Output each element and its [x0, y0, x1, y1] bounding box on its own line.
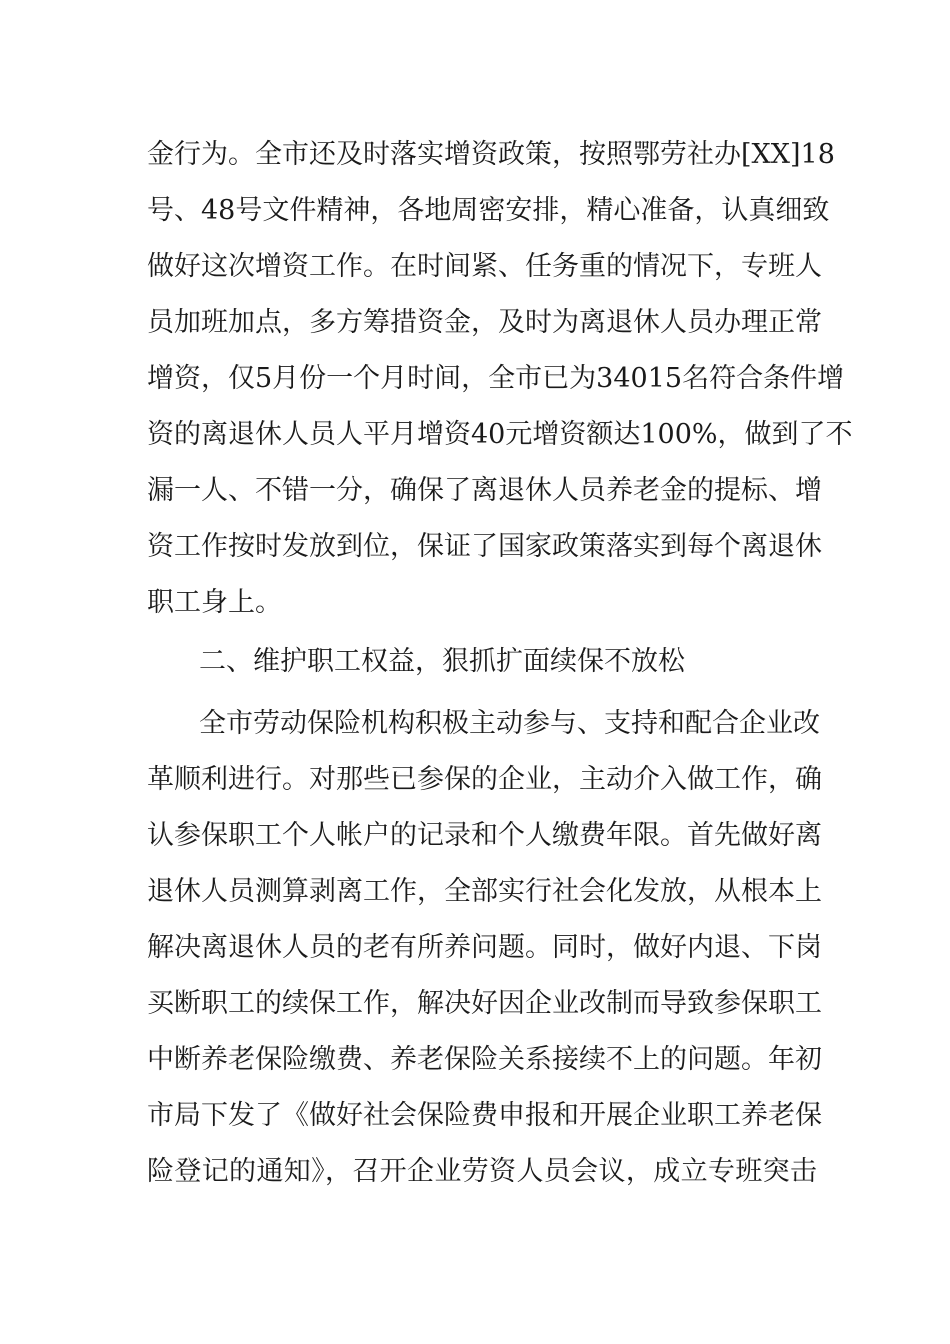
text-line: 解决离退休人员的老有所养问题。同时，做好内退、下岗	[147, 932, 822, 963]
text-line: 买断职工的续保工作，解决好因企业改制而导致参保职工	[147, 988, 822, 1019]
text-line: 认参保职工个人帐户的记录和个人缴费年限。首先做好离	[147, 820, 822, 851]
text-line: 退休人员测算剥离工作，全部实行社会化发放，从根本上	[147, 876, 822, 907]
text-line: 资的离退休人员人平月增资40元增资额达100%，做到了不	[147, 419, 853, 450]
text-line: 市局下发了《做好社会保险费申报和开展企业职工养老保	[147, 1100, 822, 1131]
section-heading: 二、维护职工权益，狠抓扩面续保不放松	[199, 646, 685, 677]
text-line: 员加班加点，多方筹措资金，及时为离退休人员办理正常	[147, 307, 822, 338]
text-line: 资工作按时发放到位，保证了国家政策落实到每个离退休	[147, 531, 822, 562]
text-line: 增资，仅5月份一个月时间，全市已为34015名符合条件增	[147, 363, 845, 394]
text-line: 职工身上。	[147, 587, 282, 618]
text-line: 全市劳动保险机构积极主动参与、支持和配合企业改	[199, 708, 820, 739]
text-line: 漏一人、不错一分，确保了离退休人员养老金的提标、增	[147, 475, 822, 506]
text-line: 做好这次增资工作。在时间紧、任务重的情况下，专班人	[147, 251, 822, 282]
text-line: 号、48号文件精神，各地周密安排，精心准备，认真细致	[147, 195, 830, 226]
text-line: 革顺利进行。对那些已参保的企业，主动介入做工作，确	[147, 764, 822, 795]
text-line: 中断养老保险缴费、养老保险关系接续不上的问题。年初	[147, 1044, 822, 1075]
text-line: 险登记的通知》，召开企业劳资人员会议，成立专班突击	[147, 1156, 817, 1187]
text-line: 金行为。全市还及时落实增资政策，按照鄂劳社办[XX]18	[147, 139, 835, 170]
